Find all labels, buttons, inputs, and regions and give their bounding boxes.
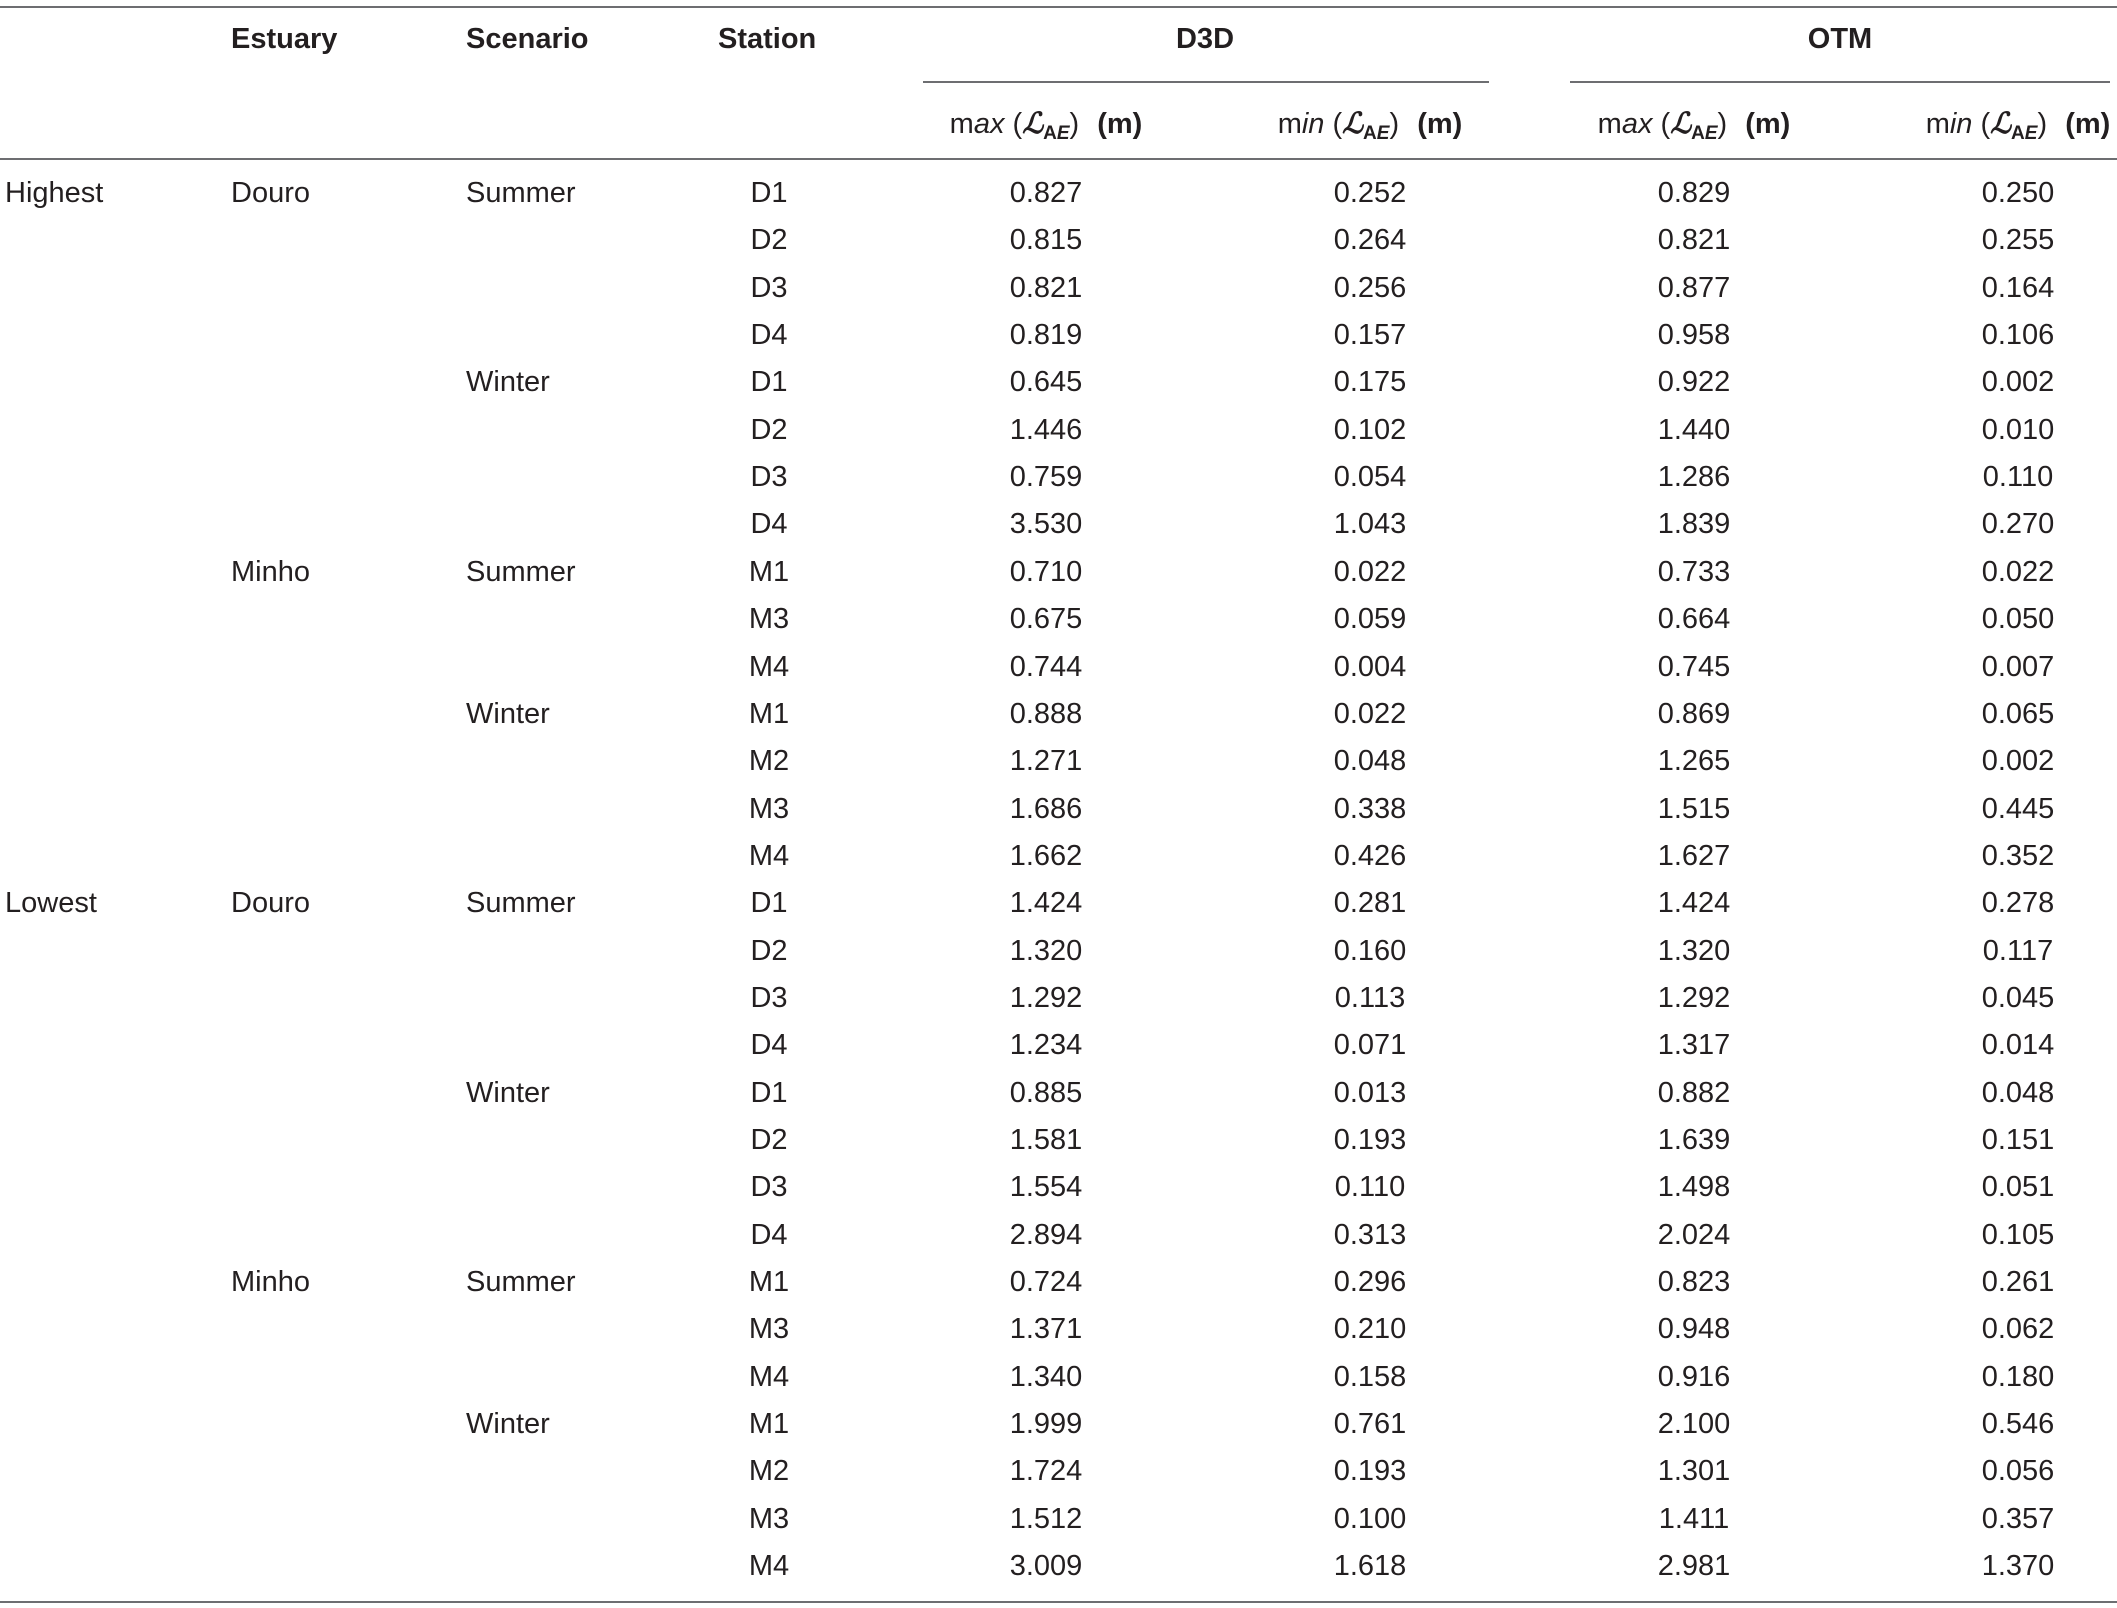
table-row [0,928,2117,975]
subheader-d3d-min: min (ℒ$_{AE}$) (m) [1277,106,1463,144]
cell-scenario: Winter [466,1076,550,1109]
cell-otm-max: 2.024 [1657,1218,1731,1251]
cell-otm-max: 0.869 [1657,697,1731,730]
table-row [0,1259,2117,1306]
table-row [0,738,2117,785]
cell-d3d-min: 0.013 [1333,1076,1407,1109]
cell-otm-min: 0.002 [1981,745,2055,778]
cell-d3d-max: 1.234 [1009,1029,1083,1062]
cell-otm-min: 1.370 [1981,1550,2055,1583]
cell-otm-max: 2.100 [1657,1408,1731,1441]
cell-station: D1 [750,177,788,209]
cell-d3d-min: 0.426 [1333,839,1407,872]
table-row [0,312,2117,359]
cell-station: M4 [748,1550,790,1583]
cell-otm-min: 0.014 [1981,1029,2055,1062]
cell-otm-max: 1.286 [1657,461,1731,494]
cell-otm-min: 0.445 [1981,792,2055,825]
cell-d3d-max: 1.512 [1009,1502,1083,1535]
cell-otm-min: 0.357 [1981,1502,2055,1535]
table-row [0,217,2117,264]
cell-d3d-min: 0.252 [1333,177,1407,209]
cell-scenario: Winter [466,697,550,730]
cell-estuary: Minho [231,555,310,588]
cell-otm-max: 0.922 [1657,366,1731,399]
table-row [0,691,2117,738]
cell-d3d-min: 0.113 [1334,981,1406,1014]
header-group-otm: OTM [1807,23,1873,55]
table-top-rule [0,6,2117,8]
table-row [0,1022,2117,1069]
cell-d3d-min: 0.281 [1333,887,1407,920]
table-row [0,170,2117,217]
cell-otm-min: 0.050 [1981,603,2055,636]
cell-d3d-max: 0.710 [1009,555,1083,588]
cell-station: M3 [748,1502,790,1535]
cell-otm-min: 0.164 [1981,271,2055,304]
cell-estuary: Douro [231,177,310,209]
cell-d3d-min: 0.175 [1333,366,1407,399]
cell-d3d-min: 1.043 [1333,508,1407,541]
table-bottom-rule [0,1601,2117,1603]
cell-d3d-min: 0.022 [1333,555,1407,588]
table-row [0,454,2117,501]
cell-d3d-min: 0.102 [1333,413,1407,446]
cell-d3d-max: 0.744 [1009,650,1083,683]
cell-station: M1 [748,697,790,730]
cell-otm-max: 2.981 [1657,1550,1731,1583]
cell-d3d-max: 1.662 [1009,839,1083,872]
cell-otm-min: 0.106 [1981,319,2055,352]
cell-otm-max: 1.317 [1657,1029,1731,1062]
cell-station: D2 [750,1124,788,1156]
cell-station: M1 [748,555,790,588]
table-row [0,1212,2117,1259]
cell-otm-min: 0.062 [1981,1313,2055,1346]
cell-otm-max: 1.440 [1657,413,1731,446]
cell-station: D3 [750,461,788,494]
cell-otm-min: 0.180 [1981,1360,2055,1393]
table-row [0,359,2117,406]
cell-d3d-min: 0.054 [1333,461,1407,494]
cell-estuary: Minho [231,1266,310,1299]
table-row [0,1306,2117,1353]
cell-d3d-max: 0.815 [1009,224,1083,257]
header-group-d3d: D3D [1175,23,1235,55]
cell-otm-min: 0.151 [1981,1124,2055,1156]
cell-otm-max: 0.877 [1657,271,1731,304]
cell-otm-min: 0.007 [1981,650,2055,683]
table-row [0,1448,2117,1495]
cell-d3d-max: 0.885 [1009,1076,1083,1109]
cell-d3d-max: 1.724 [1009,1455,1083,1488]
cell-otm-max: 0.958 [1657,319,1731,352]
cell-station: M4 [748,1360,790,1393]
cell-otm-max: 0.821 [1657,224,1731,257]
cell-station: D3 [750,1171,788,1204]
cell-d3d-min: 0.004 [1333,650,1407,683]
cell-d3d-max: 1.686 [1009,792,1083,825]
cell-d3d-max: 1.424 [1009,887,1083,920]
cell-d3d-max: 0.821 [1009,271,1083,304]
table-row [0,1543,2117,1590]
cell-otm-max: 0.882 [1657,1076,1731,1109]
cell-d3d-max: 1.581 [1009,1124,1083,1156]
table-row [0,596,2117,643]
cell-d3d-max: 1.271 [1009,745,1083,778]
cell-otm-max: 1.320 [1657,934,1731,967]
cell-d3d-max: 0.819 [1009,319,1083,352]
cell-scenario: Winter [466,366,550,399]
cell-station: D2 [750,224,788,257]
cell-d3d-max: 1.446 [1009,413,1083,446]
cell-d3d-min: 0.264 [1333,224,1407,257]
cell-station: D4 [750,319,788,352]
cell-otm-min: 0.048 [1981,1076,2055,1109]
table-row [0,1164,2117,1211]
table-row [0,1354,2117,1401]
cell-otm-min: 0.105 [1981,1218,2055,1251]
cell-otm-min: 0.110 [1982,461,2054,494]
header-scenario: Scenario [466,23,589,55]
cell-d3d-max: 0.759 [1009,461,1083,494]
cell-d3d-min: 0.160 [1333,934,1407,967]
cell-d3d-max: 1.340 [1009,1360,1083,1393]
cell-otm-max: 1.515 [1657,792,1731,825]
cell-d3d-max: 3.530 [1009,508,1083,541]
cell-d3d-min: 0.193 [1333,1124,1407,1156]
cell-station: M2 [748,745,790,778]
cell-d3d-min: 0.256 [1333,271,1407,304]
cell-d3d-min: 0.193 [1333,1455,1407,1488]
cell-scenario: Summer [466,177,576,209]
cell-otm-max: 0.664 [1657,603,1731,636]
cell-d3d-max: 1.554 [1009,1171,1083,1204]
cell-otm-min: 0.270 [1981,508,2055,541]
subheader-otm-min: min (ℒ$_{AE}$) (m) [1925,106,2111,144]
table-row [0,1401,2117,1448]
cell-d3d-min: 0.157 [1333,319,1407,352]
cell-scenario: Summer [466,887,576,920]
table-header-rule [0,158,2117,160]
cell-otm-min: 0.056 [1981,1455,2055,1488]
cell-d3d-min: 0.210 [1333,1313,1407,1346]
cell-station: D2 [750,413,788,446]
subheader-otm-max: max (ℒ$_{AE}$) (m) [1597,106,1791,144]
cell-otm-max: 0.829 [1657,177,1731,209]
cell-d3d-min: 0.761 [1333,1408,1407,1441]
cell-d3d-min: 0.158 [1333,1360,1407,1393]
cell-station: M4 [748,650,790,683]
cell-d3d-max: 3.009 [1009,1550,1083,1583]
cell-otm-min: 0.010 [1981,413,2055,446]
cell-station: D4 [750,1218,788,1251]
header-station: Station [718,23,817,55]
cell-d3d-min: 0.296 [1333,1266,1407,1299]
cell-d3d-max: 0.675 [1009,603,1083,636]
cell-otm-min: 0.250 [1981,177,2055,209]
cell-d3d-max: 0.724 [1009,1266,1083,1299]
cell-otm-min: 0.278 [1981,887,2055,920]
cell-otm-min: 0.002 [1981,366,2055,399]
cell-otm-min: 0.117 [1982,934,2054,967]
table-row [0,644,2117,691]
cell-d3d-max: 0.827 [1009,177,1083,209]
cell-d3d-max: 1.371 [1009,1313,1083,1346]
table-row [0,1496,2117,1543]
cell-otm-max: 0.733 [1657,555,1731,588]
cell-otm-min: 0.255 [1981,224,2055,257]
cell-otm-max: 1.265 [1657,745,1731,778]
cell-station: M3 [748,1313,790,1346]
cell-otm-max: 1.639 [1657,1124,1731,1156]
cell-otm-min: 0.546 [1981,1408,2055,1441]
cell-d3d-min: 0.338 [1333,792,1407,825]
cell-scenario: Summer [466,555,576,588]
cell-d3d-max: 0.645 [1009,366,1083,399]
cell-otm-max: 0.823 [1657,1266,1731,1299]
cell-d3d-min: 0.071 [1333,1029,1407,1062]
cell-otm-max: 1.424 [1657,887,1731,920]
cell-otm-max: 0.948 [1657,1313,1731,1346]
cell-d3d-min: 0.313 [1333,1218,1407,1251]
cell-otm-max: 1.627 [1657,839,1731,872]
cell-otm-max: 1.839 [1657,508,1731,541]
cell-station: M1 [748,1408,790,1441]
cell-station: D1 [750,887,788,920]
cell-station: M4 [748,839,790,872]
cell-station: D4 [750,1029,788,1062]
cell-otm-max: 1.498 [1657,1171,1731,1204]
table-row [0,1070,2117,1117]
table-row [0,833,2117,880]
table-row [0,549,2117,596]
cell-otm-min: 0.065 [1981,697,2055,730]
table-row [0,407,2117,454]
cell-otm-max: 0.916 [1657,1360,1731,1393]
cell-otm-min: 0.352 [1981,839,2055,872]
cell-category: Highest [5,177,104,209]
cell-scenario: Summer [466,1266,576,1299]
cell-station: M3 [748,603,790,636]
cell-category: Lowest [5,887,97,920]
cell-estuary: Douro [231,887,310,920]
subheader-d3d-max: max (ℒ$_{AE}$) (m) [949,106,1143,144]
cell-d3d-min: 0.059 [1333,603,1407,636]
cell-d3d-min: 0.110 [1334,1171,1406,1204]
cell-otm-max: 1.292 [1657,981,1731,1014]
cell-station: D2 [750,934,788,967]
cell-otm-min: 0.261 [1981,1266,2055,1299]
header-estuary: Estuary [231,23,338,55]
cell-d3d-max: 2.894 [1009,1218,1083,1251]
group-rule-otm [1570,81,2110,83]
cell-d3d-min: 0.022 [1333,697,1407,730]
cell-d3d-max: 0.888 [1009,697,1083,730]
cell-d3d-min: 0.100 [1333,1502,1407,1535]
cell-d3d-max: 1.292 [1009,981,1083,1014]
cell-d3d-max: 1.320 [1009,934,1083,967]
cell-d3d-max: 1.999 [1009,1408,1083,1441]
cell-station: M2 [748,1455,790,1488]
cell-otm-max: 0.745 [1657,650,1731,683]
cell-station: D1 [750,1076,788,1109]
table-row [0,880,2117,927]
table-row [0,1117,2117,1164]
table-row [0,265,2117,312]
group-rule-d3d [923,81,1489,83]
cell-scenario: Winter [466,1408,550,1441]
table-row [0,975,2117,1022]
cell-station: D1 [750,366,788,399]
cell-station: D3 [750,271,788,304]
cell-station: D4 [750,508,788,541]
cell-station: D3 [750,981,788,1014]
cell-d3d-min: 0.048 [1333,745,1407,778]
table-row [0,501,2117,548]
table-row [0,786,2117,833]
cell-otm-min: 0.051 [1981,1171,2055,1204]
cell-otm-min: 0.022 [1981,555,2055,588]
cell-station: M3 [748,792,790,825]
cell-d3d-min: 1.618 [1333,1550,1407,1583]
cell-station: M1 [748,1266,790,1299]
cell-otm-max: 1.301 [1657,1455,1731,1488]
cell-otm-max: 1.411 [1658,1502,1730,1535]
cell-otm-min: 0.045 [1981,981,2055,1014]
